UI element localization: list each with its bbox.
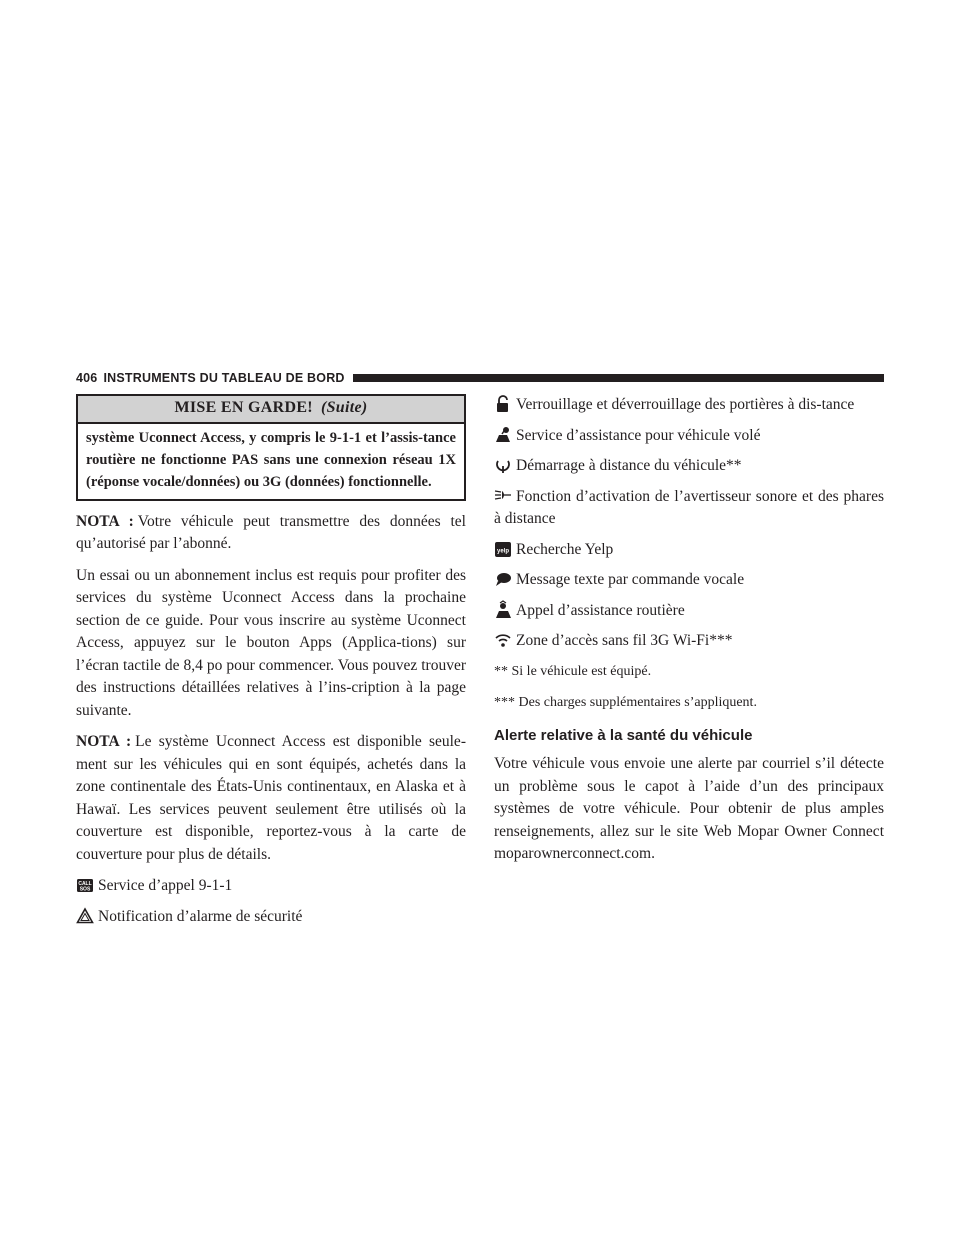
section-paragraph: Votre véhicule vous envoie une alerte par courriel s’il détecte un problème sous le capot à l’aide d’un des principaux systèmes de votre véhicule. Pour obtenir de plus amples renseignements, allez sur le site Web Mopar Owner Connect moparownerconnect.com. — [494, 755, 884, 862]
feature-item — [494, 394, 884, 417]
chapter-title: INSTRUMENTS DU TABLEAU DE BORD — [103, 371, 345, 385]
wifi-hotspot-icon — [494, 630, 512, 650]
voice-text-icon — [494, 569, 512, 589]
svg-text:SOS: SOS — [79, 886, 91, 893]
body-paragraph: Un essai ou un abonnement inclus est requis pour profiter des services du système Uconnect Access dans la prochaine section de ce guide. Pour vous inscrire au système Uconnect Access, appuyez sur le bouton Apps (Applica-tions) sur l’écran tactile de 8,4 po pour commencer. Vous pouvez trouver des instructions détaillées relatives à l’ins-cription à la page suivante. — [76, 566, 466, 719]
feature-label: Notification d’alarme de sécurité — [98, 907, 303, 925]
roadside-assistance-icon — [494, 600, 512, 620]
feature-label: Recherche Yelp — [516, 540, 614, 558]
lock-icon — [494, 394, 512, 414]
warning-suffix: (Suite) — [320, 399, 368, 416]
feature-label: Appel d’assistance routière — [516, 601, 685, 619]
feature-item — [494, 425, 884, 448]
footnote: ** Si le véhicule est équipé. — [494, 663, 652, 679]
warning-body: système Uconnect Access, y compris le 9-1-1 et l’assis-tance routière ne fonctionne PAS sans une connexion réseau 1X (réponse vocale/données) ou 3G (données) fonctionnelle. — [86, 429, 456, 490]
svg-text:yelp: yelp — [496, 548, 510, 554]
footnote: *** Des charges supplémentaires s’appliquent. — [494, 695, 757, 710]
feature-label: Service d’appel 9-1-1 — [98, 877, 233, 894]
feature-label: Service d’assistance pour véhicule volé — [516, 426, 761, 444]
warning-box — [76, 394, 466, 501]
call-sos-icon — [76, 875, 94, 895]
feature-label: Zone d’accès sans fil 3G Wi-Fi*** — [516, 632, 733, 649]
stolen-vehicle-icon — [494, 425, 512, 445]
feature-item — [494, 600, 884, 623]
feature-label: Fonction d’activation de l’avertisseur sonore et des phares à distance — [494, 487, 884, 527]
right-column — [494, 394, 884, 875]
feature-label: Verrouillage et déverrouillage des portières à dis-tance — [516, 396, 855, 413]
nota-label: NOTA : — [76, 512, 134, 530]
feature-label: Démarrage à distance du véhicule** — [516, 457, 742, 474]
header-rule — [353, 374, 884, 382]
nota-label: NOTA : — [76, 733, 132, 750]
left-column — [76, 394, 466, 936]
svg-text:CALL: CALL — [78, 881, 92, 887]
page-header — [76, 370, 884, 386]
page-number: 406 — [76, 371, 98, 385]
warning-title-text: MISE EN GARDE! — [174, 399, 313, 416]
feature-item — [494, 455, 884, 478]
nota-text: Votre véhicule peut transmettre des données tel qu’autorisé par l’abonné. — [76, 512, 466, 552]
alarm-warning-icon — [76, 906, 94, 926]
feature-label: Message texte par commande vocale — [516, 571, 745, 588]
feature-item — [76, 875, 466, 898]
horn-lights-icon — [494, 486, 512, 506]
yelp-icon — [494, 539, 512, 559]
feature-item — [494, 486, 884, 531]
remote-start-icon — [494, 455, 512, 475]
warning-title — [78, 396, 464, 424]
feature-item — [494, 539, 884, 562]
nota-paragraph — [76, 731, 466, 866]
feature-item — [494, 569, 884, 592]
feature-item — [494, 630, 884, 653]
nota-text: Le système Uconnect Access est disponible seule-ment sur les véhicules qui en sont équipés, achetés dans la zone continentale des États-Unis continentaux, en Alaska et à Hawaï. Les services peuvent seulement être utilisés où la couverture est disponible, reportez-vous à la carte de couverture pour plus de détails. — [76, 733, 466, 863]
nota-paragraph — [76, 511, 466, 556]
feature-item — [76, 906, 466, 929]
section-heading: Alerte relative à la santé du véhicule — [494, 726, 753, 744]
